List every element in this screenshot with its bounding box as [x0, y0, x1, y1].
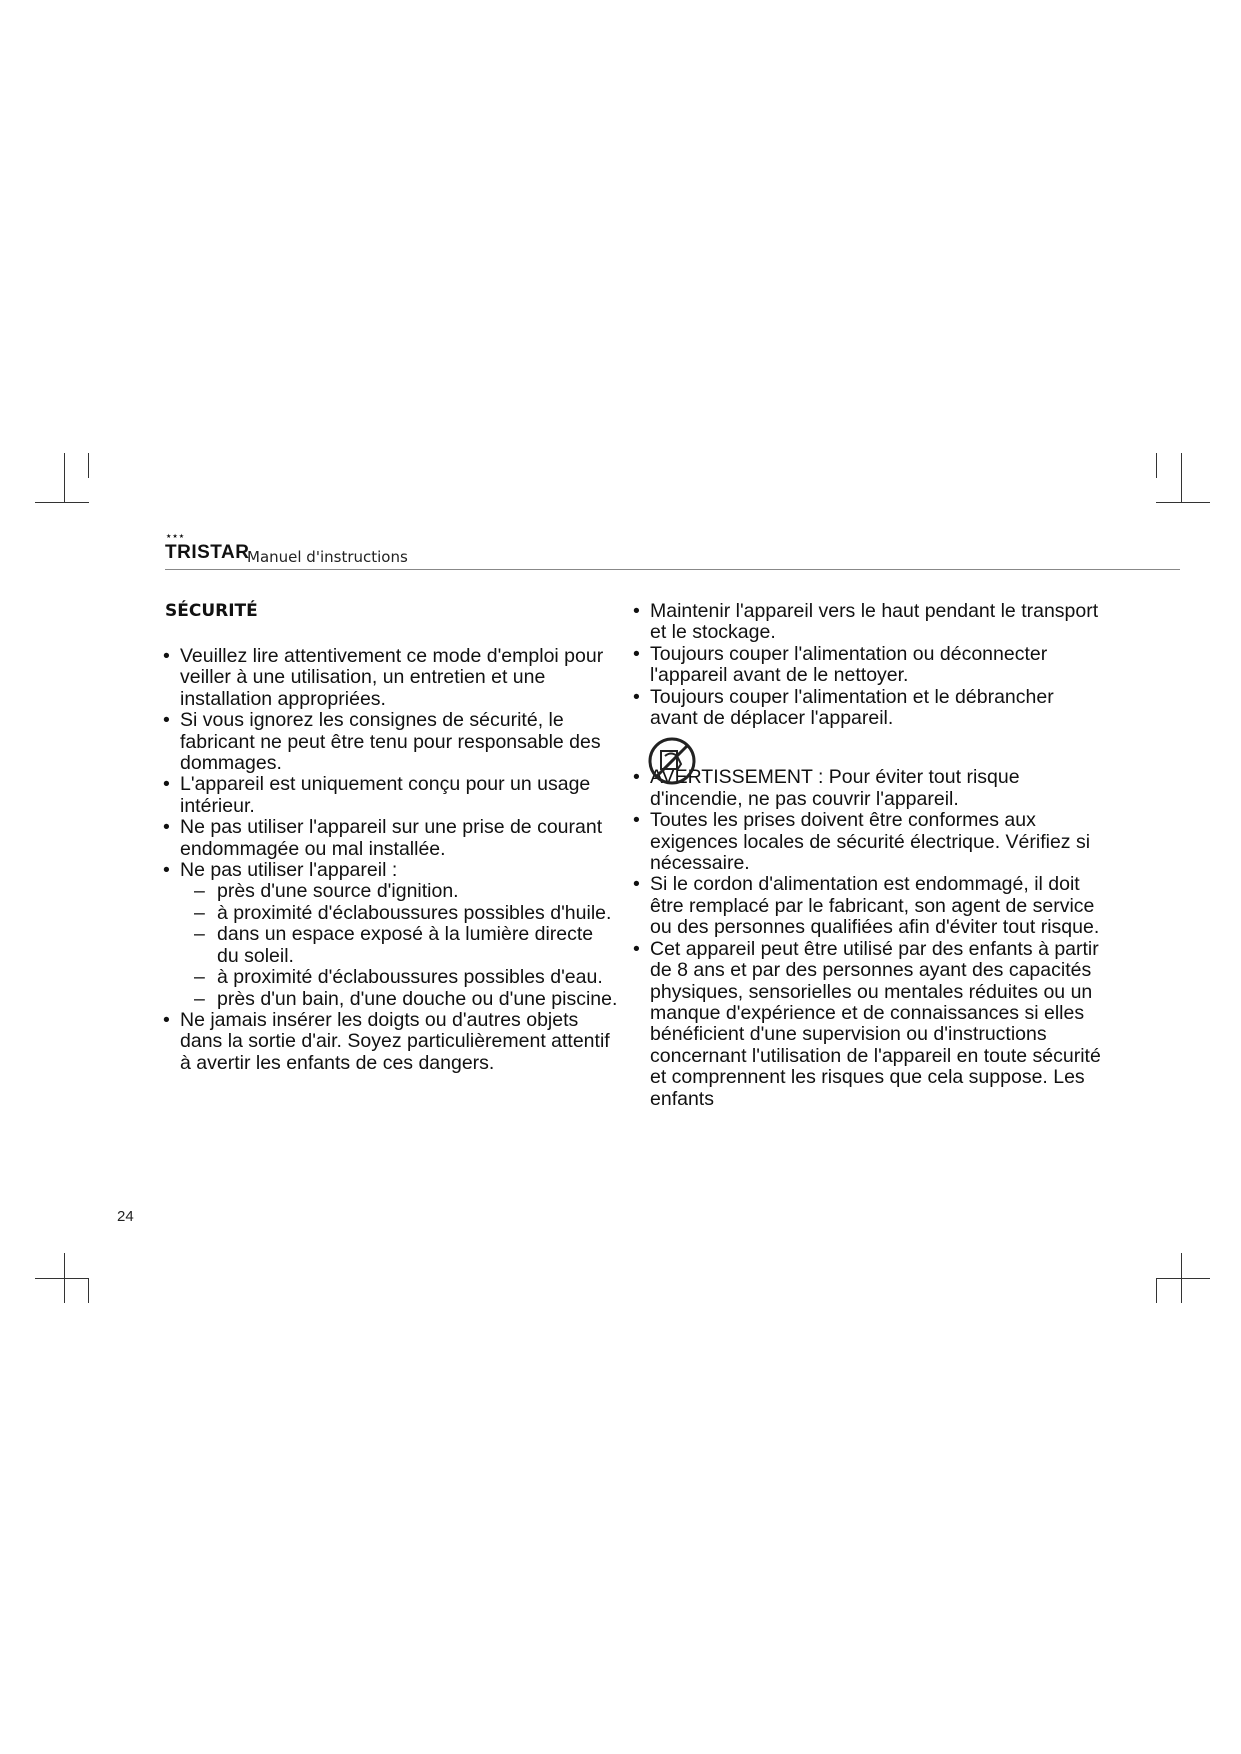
bullet: • — [163, 645, 170, 667]
list-item: • Maintenir l'appareil vers le haut pendant le transport et le stockage. — [633, 600, 1099, 644]
bullet: • — [633, 937, 640, 960]
do-not-cover-icon — [647, 736, 697, 786]
list-item: • Ne jamais insérer les doigts ou d'autres objets dans la sortie d'air. Soyez particulièrement attentif à avertir les enfants de ces dangers. — [163, 1008, 610, 1074]
page-header — [165, 534, 1180, 570]
bullet: • — [163, 709, 170, 732]
list-item: • Si le cordon d'alimentation est endommagé, il doit être remplacé par le fabricant, son agent de service ou des personnes qualifiées afin d'éviter tout risque. — [633, 873, 1100, 939]
bullet: • — [633, 600, 640, 622]
list-item: • Si vous ignorez les consignes de sécurité, le fabricant ne peut être tenu pour responsable des dommages. — [163, 709, 601, 775]
bullet: • — [633, 809, 640, 832]
section-title: SÉCURITÉ — [165, 601, 258, 621]
list-item: • Toujours couper l'alimentation et le débrancher avant de déplacer l'appareil. — [633, 685, 1054, 730]
list-item: • Toujours couper l'alimentation ou déconnecter l'appareil avant de le nettoyer. — [633, 642, 1048, 687]
manual-title: Manuel d'instructions — [247, 548, 408, 566]
list-item: • Veuillez lire attentivement ce mode d'emploi pour veiller à une utilisation, un entretien et une installation appropriées. — [163, 645, 604, 710]
sub-item: – à proximité d'éclaboussures possibles d'eau. — [194, 966, 603, 989]
bullet: • — [163, 859, 170, 882]
dash: – — [194, 966, 205, 989]
bullet: • — [633, 766, 640, 789]
warning-text: AVERTISSEMENT : Pour éviter tout risque d'incendie, ne pas couvrir l'appareil. — [650, 766, 1020, 810]
dash: – — [194, 923, 205, 946]
sub-item: – près d'un bain, d'une douche ou d'une piscine. — [194, 987, 618, 1010]
warning-item — [633, 767, 1103, 810]
list-item: • L'appareil est uniquement conçu pour un usage intérieur. — [163, 773, 591, 817]
bullet: • — [633, 685, 640, 708]
brand-stars: ★★★ — [166, 534, 186, 540]
right-column — [633, 601, 1103, 1110]
list-item: • Ne pas utiliser l'appareil : — [163, 859, 398, 882]
dash: – — [194, 880, 205, 903]
bullet: • — [163, 1008, 170, 1031]
list-item: • Ne pas utiliser l'appareil sur une prise de courant endommagée ou mal installée. — [163, 816, 603, 860]
page-number: 24 — [117, 1208, 134, 1225]
dash: – — [194, 987, 205, 1010]
brand-logo: TRISTAR — [165, 542, 250, 563]
left-column — [163, 646, 618, 1074]
sub-list — [169, 881, 618, 1009]
dash: – — [194, 901, 205, 924]
list-item: • Toutes les prises doivent être conformes aux exigences locales de sécurité électrique. Vérifiez si nécessaire. — [633, 809, 1091, 875]
bullet: • — [163, 816, 170, 839]
bullet: • — [633, 873, 640, 896]
bullet: • — [163, 773, 170, 796]
bullet: • — [633, 642, 640, 665]
sub-item: – près d'une source d'ignition. — [194, 880, 459, 903]
list-item: • Cet appareil peut être utilisé par des enfants à partir de 8 ans et par des personnes ayant des capacités physiques, sensorielles ou mentales réduites ou un manque d'expérience et de connaissances si elles bénéficient d'une supervision ou d'instructions concernant l'utilisation de l'appareil en toute sécurité et comprennent les risques que cela suppose. Les enfants — [633, 937, 1101, 1110]
sub-item: – à proximité d'éclaboussures possibles d'huile. — [194, 901, 612, 924]
sub-item: – dans un espace exposé à la lumière directe du soleil. — [194, 923, 594, 967]
header-divider — [165, 569, 1180, 570]
